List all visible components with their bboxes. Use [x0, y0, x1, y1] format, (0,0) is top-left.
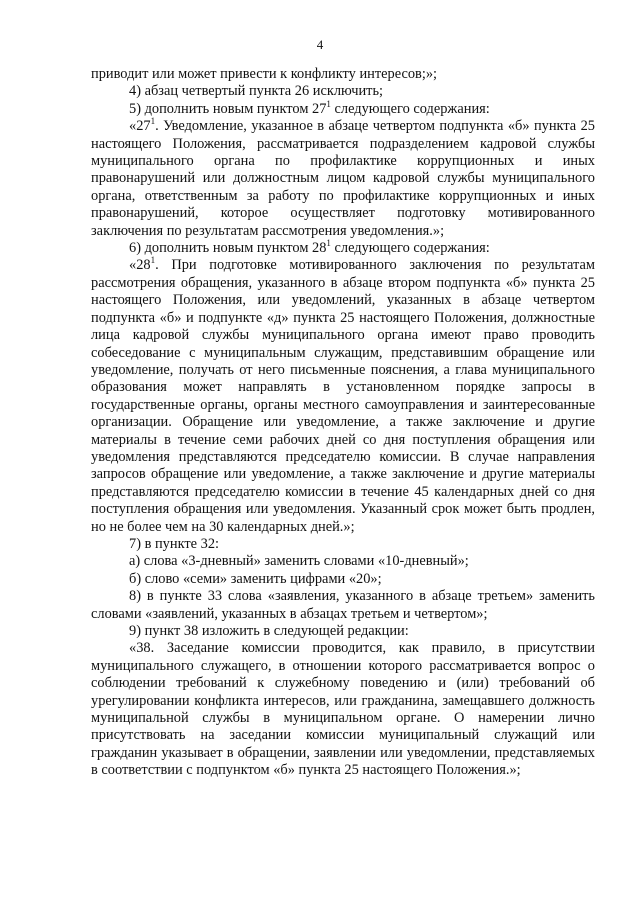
item-6-text-start: 6) дополнить новым пунктом 28 — [129, 240, 327, 257]
clause-28-1 — [91, 257, 595, 536]
clause-27-1 — [91, 118, 595, 240]
item-5-superscript: 1 — [326, 98, 331, 109]
clause-27-1-number: «27 — [129, 118, 151, 135]
item-6-text-end: следующего содержания: — [330, 240, 490, 257]
item-4: 4) абзац четвертый пункта 26 исключить; — [129, 83, 384, 100]
item-6 — [91, 240, 595, 257]
item-7: 7) в пункте 32: — [129, 535, 220, 552]
clause-27-1-superscript: 1 — [150, 116, 156, 127]
item-5-text-end: следующего содержания: — [330, 100, 490, 117]
item-5 — [91, 98, 595, 118]
clause-28-1-superscript: 1 — [150, 255, 156, 266]
item-8: 8) в пункте 33 слова «заявления, указанного в абзаце третьем» заменить словами «заявлений, указанных в абзацах третьем и четвертом»; — [91, 588, 595, 622]
clause-28-1-number: «28 — [129, 257, 151, 274]
item-6-superscript: 1 — [326, 238, 331, 249]
document-body — [91, 66, 595, 780]
page-number: 4 — [316, 37, 324, 52]
item-7-subitem-a: а) слова «3-дневный» заменить словами «10-дневный»; — [129, 553, 469, 570]
clause-28-1-text: . При подготовке мотивированного заключения по результатам рассмотрения обращения, указанного в абзаце втором подпункта «б» пункта 25 настоящего Положения, или уведомлений, указанных в абзаце четвертом подпункта «б» и подпункте «д» пункта 25 настоящего Положения, должностные лица кадровой службы муниципального органа имеют право проводить собеседование с муниципальным служащим, представившим обращение или уведомление, получать от него письменные пояснения, а глава муниципального образования может направлять в установленном порядке запросы в государственные органы, органы местного самоуправления и заинтересованные организации. Обращение или уведомление, а также заключение и другие материалы в течение семи рабочих дней со дня поступления обращения или уведомления представляются председателю комиссии. В случае направления запросов обращение или уведомление, а также заключение и другие материалы представляются председателю комиссии в течение 45 календарных дней со дня поступления обращения или уведомления. Указанный срок может быть продлен, но не более чем на 30 календарных дней.»; — [91, 257, 595, 535]
item-9: 9) пункт 38 изложить в следующей редакции: — [129, 623, 409, 639]
item-5-text-start: 5) дополнить новым пунктом 27 — [129, 100, 327, 117]
item-7-subitem-b: б) слово «семи» заменить цифрами «20»; — [129, 570, 382, 587]
clause-27-1-text: . Уведомление, указанное в абзаце четвертом подпункта «б» пункта 25 настоящего Положения, рассматривается подразделением кадровой службы муниципального органа по профилактике коррупционных и иных правонарушений или должностным лицом кадровой службы муниципального органа, ответственным за работу по профилактике коррупционных и иных правонарушений, которое осуществляет подготовку мотивированного заключения по результатам рассмотрения уведомления.»; — [91, 118, 595, 239]
paragraph-continuation: приводит или может привести к конфликту интересов;»; — [91, 66, 438, 82]
clause-38: «38. Заседание комиссии проводится, как правило, в присутствии муниципального служащего, в отношении которого рассматривается вопрос о соблюдении требований к служебному поведению и (или) требований об урегулировании конфликта интересов, или гражданина, замещавшего должность муниципальной службы в муниципальном органе. О намерении лично присутствовать на заседании комиссии муниципальный служащий или гражданин указывает в обращении, заявлении или уведомлении, представляемых в соответствии с подпунктом «б» пункта 25 настоящего Положения.»; — [91, 640, 595, 779]
